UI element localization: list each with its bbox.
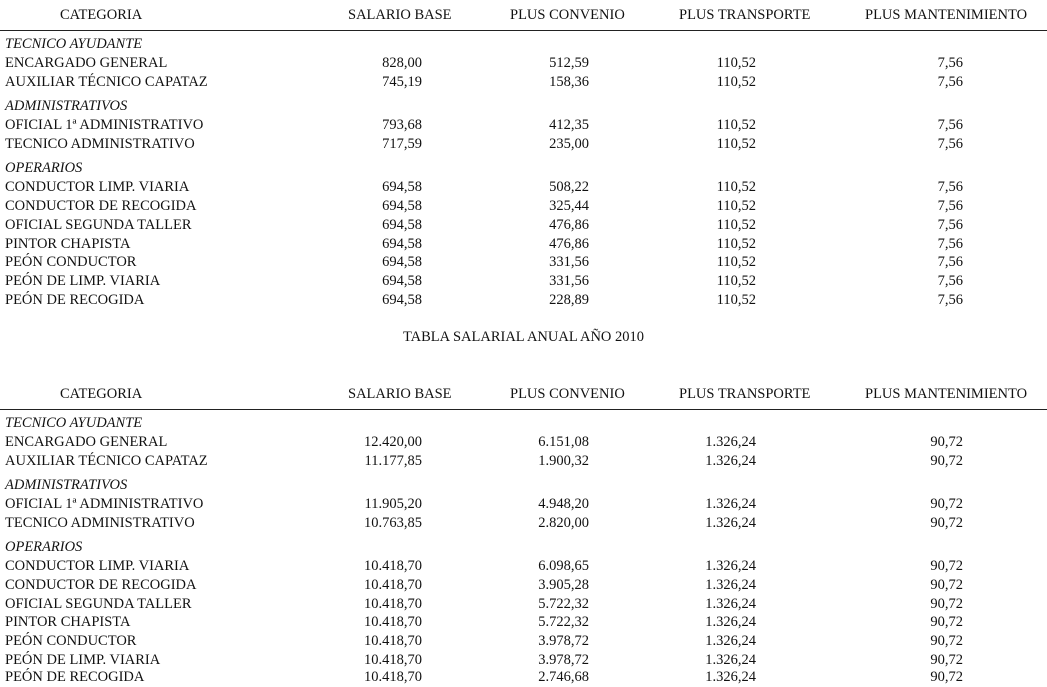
cell-plus-convenio: 5.722,32 bbox=[538, 596, 589, 612]
group-title: TECNICO AYUDANTE bbox=[5, 36, 143, 52]
cell-plus-convenio: 3.978,72 bbox=[538, 633, 589, 649]
cell-plus-transporte: 1.326,24 bbox=[705, 515, 756, 531]
cell-plus-convenio: 235,00 bbox=[549, 136, 589, 152]
table-row bbox=[0, 54, 1047, 73]
cell-plus-convenio: 412,35 bbox=[549, 117, 589, 133]
header-plus-transporte: PLUS TRANSPORTE bbox=[679, 7, 811, 23]
cell-plus-transporte: 110,52 bbox=[716, 198, 756, 214]
cell-plus-mantenimiento: 90,72 bbox=[930, 652, 963, 668]
cell-plus-mantenimiento: 90,72 bbox=[930, 577, 963, 593]
table-caption: TABLA SALARIAL ANUAL AÑO 2010 bbox=[402, 329, 645, 345]
header-plus-transporte: PLUS TRANSPORTE bbox=[679, 386, 811, 402]
cell-plus-mantenimiento: 90,72 bbox=[930, 669, 963, 685]
cell-categoria: OFICIAL SEGUNDA TALLER bbox=[5, 596, 192, 612]
cell-salario-base: 694,58 bbox=[382, 273, 422, 289]
table-row bbox=[0, 216, 1047, 235]
header-plus-mantenimiento: PLUS MANTENIMIENTO bbox=[865, 386, 1028, 402]
cell-plus-mantenimiento: 90,72 bbox=[930, 596, 963, 612]
group-title: TECNICO AYUDANTE bbox=[5, 415, 143, 431]
cell-plus-transporte: 1.326,24 bbox=[705, 434, 756, 450]
cell-salario-base: 10.418,70 bbox=[364, 652, 422, 668]
cell-plus-convenio: 2.820,00 bbox=[538, 515, 589, 531]
cell-plus-transporte: 110,52 bbox=[716, 179, 756, 195]
cell-plus-transporte: 110,52 bbox=[716, 273, 756, 289]
group-title: OPERARIOS bbox=[5, 539, 83, 555]
table-row bbox=[0, 235, 1047, 254]
table-row bbox=[0, 178, 1047, 197]
cell-plus-mantenimiento: 7,56 bbox=[937, 236, 963, 252]
cell-categoria: TECNICO ADMINISTRATIVO bbox=[5, 515, 195, 531]
cell-plus-mantenimiento: 7,56 bbox=[937, 117, 963, 133]
cell-plus-mantenimiento: 7,56 bbox=[937, 254, 963, 270]
cell-plus-transporte: 1.326,24 bbox=[705, 633, 756, 649]
cell-plus-convenio: 6.151,08 bbox=[538, 434, 589, 450]
cell-plus-mantenimiento: 90,72 bbox=[930, 558, 963, 574]
cell-plus-convenio: 4.948,20 bbox=[538, 496, 589, 512]
cell-plus-transporte: 1.326,24 bbox=[705, 652, 756, 668]
cell-plus-transporte: 110,52 bbox=[716, 136, 756, 152]
cell-salario-base: 12.420,00 bbox=[364, 434, 422, 450]
table-row bbox=[0, 514, 1047, 533]
cell-salario-base: 694,58 bbox=[382, 236, 422, 252]
cell-salario-base: 11.905,20 bbox=[364, 496, 422, 512]
cell-plus-convenio: 1.900,32 bbox=[538, 453, 589, 469]
cell-categoria: AUXILIAR TÉCNICO CAPATAZ bbox=[5, 453, 208, 469]
cell-categoria: CONDUCTOR LIMP. VIARIA bbox=[5, 179, 190, 195]
cell-salario-base: 10.418,70 bbox=[364, 577, 422, 593]
cell-plus-transporte: 1.326,24 bbox=[705, 577, 756, 593]
table-row bbox=[0, 452, 1047, 471]
cell-plus-transporte: 110,52 bbox=[716, 292, 756, 308]
cell-salario-base: 828,00 bbox=[382, 55, 422, 71]
cell-categoria: PEÓN CONDUCTOR bbox=[5, 633, 137, 649]
cell-salario-base: 10.418,70 bbox=[364, 558, 422, 574]
group-title: ADMINISTRATIVOS bbox=[5, 477, 128, 493]
cell-salario-base: 694,58 bbox=[382, 179, 422, 195]
cell-categoria: PEÓN CONDUCTOR bbox=[5, 254, 137, 270]
cell-plus-convenio: 508,22 bbox=[549, 179, 589, 195]
header-plus-convenio: PLUS CONVENIO bbox=[510, 386, 625, 402]
table-row bbox=[0, 433, 1047, 452]
cell-plus-transporte: 110,52 bbox=[716, 236, 756, 252]
cell-salario-base: 793,68 bbox=[382, 117, 422, 133]
cell-plus-mantenimiento: 7,56 bbox=[937, 136, 963, 152]
cell-categoria: CONDUCTOR LIMP. VIARIA bbox=[5, 558, 190, 574]
table-header-row bbox=[0, 385, 1047, 404]
cell-plus-convenio: 3.905,28 bbox=[538, 577, 589, 593]
cell-plus-transporte: 1.326,24 bbox=[705, 496, 756, 512]
table-row bbox=[0, 135, 1047, 154]
cell-categoria: OFICIAL 1ª ADMINISTRATIVO bbox=[5, 117, 204, 133]
table-row bbox=[0, 632, 1047, 651]
cell-salario-base: 10.418,70 bbox=[364, 596, 422, 612]
cell-salario-base: 745,19 bbox=[382, 74, 422, 90]
cell-salario-base: 717,59 bbox=[382, 136, 422, 152]
cell-categoria: PINTOR CHAPISTA bbox=[5, 236, 131, 252]
cell-categoria: TECNICO ADMINISTRATIVO bbox=[5, 136, 195, 152]
cell-categoria: CONDUCTOR DE RECOGIDA bbox=[5, 577, 197, 593]
group-title: OPERARIOS bbox=[5, 160, 83, 176]
cell-categoria: PEÓN DE RECOGIDA bbox=[5, 669, 145, 685]
cell-plus-mantenimiento: 7,56 bbox=[937, 55, 963, 71]
cell-categoria: PINTOR CHAPISTA bbox=[5, 614, 131, 630]
cell-plus-mantenimiento: 7,56 bbox=[937, 273, 963, 289]
cell-plus-transporte: 110,52 bbox=[716, 74, 756, 90]
cell-categoria: OFICIAL SEGUNDA TALLER bbox=[5, 217, 192, 233]
cell-plus-transporte: 1.326,24 bbox=[705, 596, 756, 612]
cell-plus-mantenimiento: 90,72 bbox=[930, 633, 963, 649]
group-title-row bbox=[0, 35, 1047, 54]
group-title-row bbox=[0, 414, 1047, 433]
table-row bbox=[0, 272, 1047, 291]
cell-plus-convenio: 3.978,72 bbox=[538, 652, 589, 668]
cell-categoria: ENCARGADO GENERAL bbox=[5, 55, 168, 71]
group-title: ADMINISTRATIVOS bbox=[5, 98, 128, 114]
cell-plus-transporte: 1.326,24 bbox=[705, 558, 756, 574]
cell-salario-base: 10.418,70 bbox=[364, 669, 422, 685]
table-header-row bbox=[0, 6, 1047, 25]
table-row bbox=[0, 668, 1047, 687]
cell-plus-transporte: 110,52 bbox=[716, 254, 756, 270]
cell-plus-mantenimiento: 90,72 bbox=[930, 496, 963, 512]
cell-plus-mantenimiento: 7,56 bbox=[937, 179, 963, 195]
cell-plus-transporte: 110,52 bbox=[716, 217, 756, 233]
cell-categoria: ENCARGADO GENERAL bbox=[5, 434, 168, 450]
cell-salario-base: 10.418,70 bbox=[364, 614, 422, 630]
cell-plus-mantenimiento: 90,72 bbox=[930, 614, 963, 630]
header-categoria: CATEGORIA bbox=[60, 7, 143, 23]
cell-salario-base: 694,58 bbox=[382, 217, 422, 233]
cell-salario-base: 11.177,85 bbox=[364, 453, 422, 469]
cell-plus-convenio: 6.098,65 bbox=[538, 558, 589, 574]
table-row bbox=[0, 557, 1047, 576]
cell-plus-mantenimiento: 90,72 bbox=[930, 515, 963, 531]
cell-plus-transporte: 1.326,24 bbox=[705, 669, 756, 685]
group-title-row bbox=[0, 97, 1047, 116]
header-salario-base: SALARIO BASE bbox=[348, 7, 452, 23]
header-categoria: CATEGORIA bbox=[60, 386, 143, 402]
header-salario-base: SALARIO BASE bbox=[348, 386, 452, 402]
group-title-row bbox=[0, 476, 1047, 495]
cell-plus-convenio: 331,56 bbox=[549, 273, 589, 289]
cell-plus-convenio: 228,89 bbox=[549, 292, 589, 308]
header-rule bbox=[0, 30, 1047, 31]
cell-plus-transporte: 1.326,24 bbox=[705, 614, 756, 630]
cell-plus-mantenimiento: 7,56 bbox=[937, 292, 963, 308]
cell-categoria: AUXILIAR TÉCNICO CAPATAZ bbox=[5, 74, 208, 90]
cell-categoria: PEÓN DE LIMP. VIARIA bbox=[5, 652, 161, 668]
cell-plus-convenio: 325,44 bbox=[549, 198, 589, 214]
cell-salario-base: 694,58 bbox=[382, 292, 422, 308]
cell-plus-transporte: 110,52 bbox=[716, 55, 756, 71]
cell-plus-convenio: 5.722,32 bbox=[538, 614, 589, 630]
table-row bbox=[0, 595, 1047, 614]
cell-plus-transporte: 110,52 bbox=[716, 117, 756, 133]
table-row bbox=[0, 613, 1047, 632]
cell-salario-base: 10.418,70 bbox=[364, 633, 422, 649]
table-row bbox=[0, 291, 1047, 310]
header-plus-mantenimiento: PLUS MANTENIMIENTO bbox=[865, 7, 1028, 23]
cell-plus-convenio: 2.746,68 bbox=[538, 669, 589, 685]
cell-plus-mantenimiento: 90,72 bbox=[930, 453, 963, 469]
group-title-row bbox=[0, 159, 1047, 178]
cell-plus-convenio: 512,59 bbox=[549, 55, 589, 71]
cell-salario-base: 10.763,85 bbox=[364, 515, 422, 531]
header-rule bbox=[0, 409, 1047, 410]
cell-plus-mantenimiento: 7,56 bbox=[937, 74, 963, 90]
cell-categoria: OFICIAL 1ª ADMINISTRATIVO bbox=[5, 496, 204, 512]
table-row bbox=[0, 197, 1047, 216]
cell-plus-convenio: 476,86 bbox=[549, 217, 589, 233]
cell-categoria: PEÓN DE LIMP. VIARIA bbox=[5, 273, 161, 289]
cell-plus-transporte: 1.326,24 bbox=[705, 453, 756, 469]
cell-plus-mantenimiento: 7,56 bbox=[937, 198, 963, 214]
table-row bbox=[0, 116, 1047, 135]
header-plus-convenio: PLUS CONVENIO bbox=[510, 7, 625, 23]
group-title-row bbox=[0, 538, 1047, 557]
cell-plus-mantenimiento: 7,56 bbox=[937, 217, 963, 233]
cell-plus-convenio: 158,36 bbox=[549, 74, 589, 90]
cell-salario-base: 694,58 bbox=[382, 198, 422, 214]
cell-categoria: CONDUCTOR DE RECOGIDA bbox=[5, 198, 197, 214]
table-row bbox=[0, 576, 1047, 595]
cell-plus-mantenimiento: 90,72 bbox=[930, 434, 963, 450]
cell-categoria: PEÓN DE RECOGIDA bbox=[5, 292, 145, 308]
table-row bbox=[0, 253, 1047, 272]
table-row bbox=[0, 73, 1047, 92]
table-row bbox=[0, 495, 1047, 514]
cell-salario-base: 694,58 bbox=[382, 254, 422, 270]
cell-plus-convenio: 331,56 bbox=[549, 254, 589, 270]
cell-plus-convenio: 476,86 bbox=[549, 236, 589, 252]
